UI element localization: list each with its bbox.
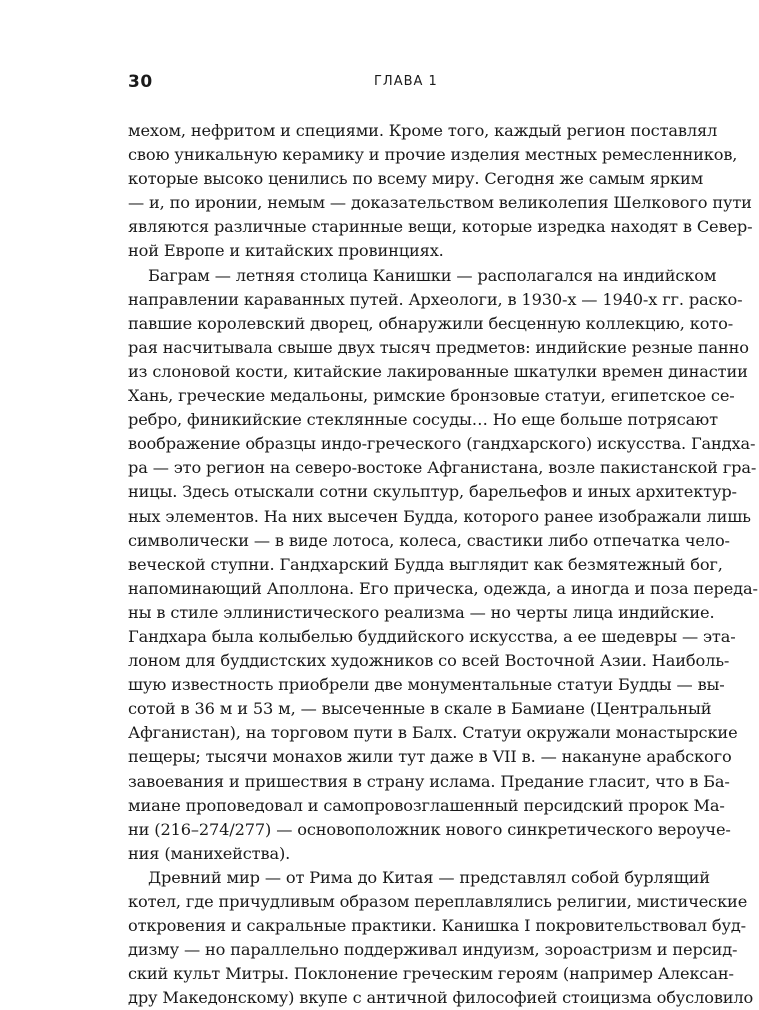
text-line: рая насчитывала свыше двух тысяч предметов: индийские резные панно	[128, 337, 749, 357]
text-line: Гандхара была колыбелью буддийского искусства, а ее шедевры — эта-	[128, 626, 736, 646]
text-line: ны в стиле эллинистического реализма — но черты лица индийские.	[128, 602, 715, 622]
text-line: дизму — но параллельно поддерживал индуизм, зороастризм и персид-	[128, 940, 738, 960]
page-header	[128, 72, 652, 96]
text-line: ни (216–274/277) — основоположник нового синкретического вероуче-	[128, 819, 731, 839]
text-line: сотой в 36 м и 53 м, — высеченные в скале в Бамиане (Центральный	[128, 699, 712, 719]
text-line: шую известность приобрели две монументальные статуи Будды — вы-	[128, 675, 725, 695]
text-line: воображение образцы индо-греческого (гандхарского) искусства. Гандха-	[128, 434, 756, 454]
text-line: — и, по иронии, немым — доказательством великолепия Шелкового пути	[128, 193, 752, 213]
text-line: миане проповедовал и самопровозглашенный персидский пророк Ма-	[128, 795, 725, 815]
chapter-title: ГЛАВА 1	[374, 74, 438, 89]
text-line: дру Македонскому) вкупе с античной философией стоицизма обусловило	[128, 988, 754, 1008]
text-line: символически — в виде лотоса, колеса, свастики либо отпечатка чело-	[128, 530, 730, 550]
text-line: веческой ступни. Гандхарский Будда выглядит как безмятежный бог,	[128, 554, 723, 574]
text-line: направлении караванных путей. Археологи, в 1930-х — 1940-х гг. раско-	[128, 289, 743, 309]
body-text	[128, 119, 758, 1010]
text-line: свою уникальную керамику и прочие изделия местных ремесленников,	[128, 145, 738, 165]
text-line: которые высоко ценились по всему миру. Сегодня же самым ярким	[128, 169, 704, 189]
text-line: Хань, греческие медальоны, римские бронзовые статуи, египетское се-	[128, 386, 735, 406]
paragraph	[128, 866, 754, 1010]
text-line: ра — это регион на северо-востоке Афганистана, возле пакистанской гра-	[128, 458, 757, 478]
text-line: ной Европе и китайских провинциях.	[128, 241, 444, 261]
text-line: Афганистан), на торговом пути в Балх. Статуи окружали монастырские	[128, 723, 738, 743]
text-line: завоевания и пришествия в страну ислама. Предание гласит, что в Ба-	[128, 771, 730, 791]
text-line: ных элементов. На них высечен Будда, которого ранее изображали лишь	[128, 506, 751, 526]
text-line: Баграм — летняя столица Канишки — располагался на индийском	[148, 265, 717, 285]
paragraph	[128, 119, 753, 264]
text-line: ния (манихейства).	[128, 843, 291, 863]
text-line: откровения и сакральные практики. Канишка I покровительствовал буд-	[128, 916, 746, 936]
page-number: 30	[128, 72, 153, 92]
text-line: ницы. Здесь отыскали сотни скульптур, барельефов и иных архитектур-	[128, 482, 737, 502]
text-line: ребро, финикийские стеклянные сосуды… Но еще больше потрясают	[128, 410, 718, 430]
text-line: лоном для буддистских художников со всей Восточной Азии. Наиболь-	[128, 651, 730, 671]
text-line: ский культ Митры. Поклонение греческим героям (например Алексан-	[128, 964, 734, 984]
text-line: являются различные старинные вещи, которые изредка находят в Север-	[128, 217, 753, 237]
text-line: котел, где причудливым образом переплавлялись религии, мистические	[128, 892, 748, 911]
paragraph	[128, 264, 758, 866]
text-line: Древний мир — от Рима до Китая — представлял собой бурлящий	[148, 867, 710, 887]
text-line: мехом, нефритом и специями. Кроме того, каждый регион поставлял	[128, 121, 718, 140]
text-line: павшие королевский дворец, обнаружили бесценную коллекцию, кото-	[128, 313, 734, 333]
text-line: из слоновой кости, китайские лакированные шкатулки времен династии	[128, 361, 748, 381]
text-line: пещеры; тысячи монахов жили тут даже в VII в. — накануне арабского	[128, 747, 732, 767]
text-line: напоминающий Аполлона. Его прическа, одежда, а иногда и поза переда-	[128, 578, 758, 598]
